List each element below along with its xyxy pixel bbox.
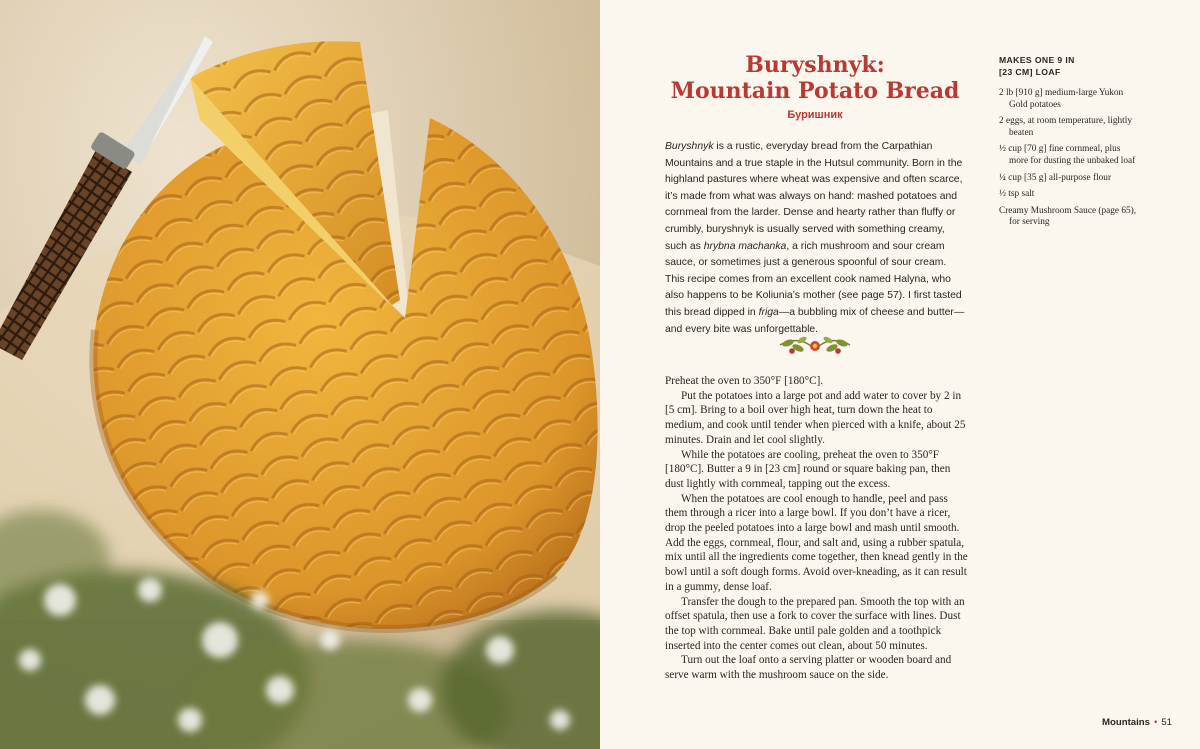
ingredient-item: ½ cup [70 g] fine cornmeal, plus more for dusting the unbaked loaf	[999, 144, 1136, 166]
floral-ornament-icon	[778, 333, 852, 359]
ingredient-item: ¼ cup [35 g] all-purpose flour	[999, 172, 1112, 183]
ingredient-item: ½ tsp salt	[999, 189, 1035, 200]
intro-italic-3: friga	[758, 306, 779, 318]
recipe-page	[600, 0, 1200, 749]
recipe-title-line-1: Buryshnyk:	[745, 52, 885, 78]
recipe-title-line-2: Mountain Potato Bread	[670, 78, 960, 104]
intro-text-3: —a bubbling mix of cheese and butter—and every bite was unforgettable.	[665, 306, 965, 335]
intro-italic-1: Buryshnyk	[665, 141, 714, 152]
page-footer	[1102, 717, 1172, 728]
recipe-subtitle: Буришник	[787, 109, 843, 121]
page-number: 51	[1161, 717, 1172, 728]
intro-text-2: , a rich mushroom and sour cream sauce, or sometimes just a generous spoonful of sour cream. This recipe comes from an excellent cook named Halyna, who also happens to be Koliunia’s mother (see page 57). I first tasted this bread dipped in	[665, 240, 962, 318]
ingredient-item: 2 lb [910 g] medium-large Yukon Gold potatoes	[999, 88, 1124, 110]
method-step-1: Preheat the oven to 350°F [180°C].	[665, 375, 824, 387]
yield-line-1: MAKES ONE 9 IN	[999, 55, 1075, 65]
method-step-3: While the potatoes are cooling, preheat the oven to 350°F [180°C]. Butter a 9 in [23 cm] round or square baking pan, then dust lightly with cornmeal, tapping out the excess.	[665, 448, 951, 490]
method-step-2: Put the potatoes into a large pot and add water to cover by 2 in [5 cm]. Bring to a boil over high heat, turn down the heat to medium, and cook until tender when pierced with a knife, about 25 minutes. Drain and let cool slightly.	[665, 389, 966, 446]
intro-text-1: is a rustic, everyday bread from the Carpathian Mountains and a true staple in the Hutsul community. Born in the highland pastures where wheat was expensive and often scarce, it’s made from what was always on hand: mashed potatoes and cornmeal from the larder. Dense and hearty rather than fluffy or crumbly, buryshnyk is usually served with something creamy, such as	[665, 141, 963, 252]
footer-bullet: •	[1153, 717, 1158, 728]
intro-italic-2: hrybna machanka	[703, 240, 787, 252]
recipe-title-block	[660, 52, 970, 121]
footer-section-name: Mountains	[1102, 717, 1150, 728]
recipe-title	[660, 52, 970, 104]
ingredient-item: Creamy Mushroom Sauce (page 65), for serving	[999, 205, 1137, 228]
recipe-intro	[665, 139, 965, 338]
method-step-4: When the potatoes are cool enough to handle, peel and pass them through a ricer into a large bowl. If you don’t have a ricer, drop the peeled potatoes into a large bowl and mash until smooth. Add the eggs, cornmeal, flour, and salt and, using a rubber spatula, mix until all the ingredients come together, then knead gently in the bowl until a soft dough forms. Avoid over-kneading, as it can result in a gummy, dense loaf.	[665, 492, 968, 593]
ingredient-item: 2 eggs, at room temperature, lightly beaten	[999, 116, 1132, 138]
recipe-yield	[999, 54, 1139, 78]
yield-line-2: [23 CM] LOAF	[999, 67, 1061, 77]
recipe-method	[665, 374, 971, 683]
method-step-5: Transfer the dough to the prepared pan. Smooth the top with an offset spatula, then use a fork to cover the surface with lines. Dust the top with cornmeal. Bake until pale golden and a toothpick inserted into the center comes out clean, about 50 minutes.	[665, 595, 965, 652]
ingredients-sidebar	[999, 54, 1139, 234]
method-step-6: Turn out the loaf onto a serving platter or wooden board and serve warm with the mushroom sauce on the side.	[665, 654, 952, 682]
